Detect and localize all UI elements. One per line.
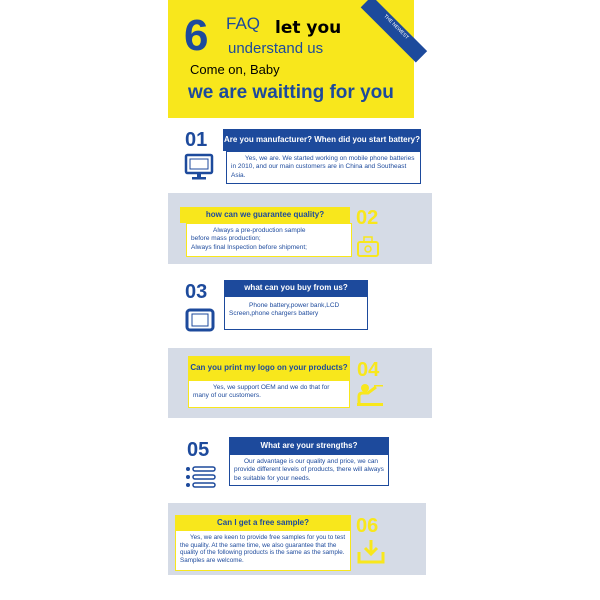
faq-answer-02-line-3: Always final Inspection before shipment; — [191, 243, 307, 251]
faq-question-06: Can I get a free sample? — [175, 515, 351, 530]
faq-answer-01: Yes, we are. We started working on mobile phone batteries in 2010, and our main customers are in China and Southeast Asia. — [226, 151, 421, 184]
header-come-on: Come on, Baby — [190, 62, 280, 77]
faq-number-01: 01 — [185, 129, 208, 151]
presenter-icon — [356, 381, 386, 409]
faq-number-03: 03 — [185, 281, 208, 303]
header-waiting-slogan: we are waitting for you — [188, 82, 394, 103]
header-understand: understand us — [228, 40, 324, 57]
faq-question-03: what can you buy from us? — [224, 280, 368, 296]
tablet-icon — [185, 308, 215, 332]
header-faq-title: FAQ — [226, 14, 261, 33]
header-number: 6 — [184, 11, 209, 60]
download-icon — [357, 538, 385, 564]
faq-question-05: What are your strengths? — [229, 437, 389, 454]
faq-question-01: Are you manufacturer? When did you start battery? — [223, 129, 421, 151]
faq-answer-03: Phone battery,power bank,LCD Screen,phone chargers battery — [224, 296, 368, 330]
faq-answer-02-line-2: before mass production; — [191, 235, 261, 243]
faq-question-04: Can you print my logo on your products? — [188, 356, 350, 380]
faq-answer-04: Yes, we support OEM and we do that for many of our customers. — [188, 380, 350, 408]
faq-answer-05: Our advantage is our quality and price, we can provide different levels of products, there will always be suitable for your needs. — [229, 454, 389, 486]
faq-answer-06: Yes, we are keen to provide free samples for you to test the quality. At the same time, we also guarantee that the quality of the following products is the same as the sample. Samples are welcome. — [175, 530, 351, 571]
faq-number-02: 02 — [356, 207, 379, 229]
faq-number-06: 06 — [356, 515, 379, 537]
settings-icon — [355, 236, 381, 258]
monitor-icon — [184, 153, 214, 181]
ribbon-label: THE NEWEST — [382, 13, 410, 41]
faq-answer-02-line-1: Always a pre-production sample — [213, 227, 306, 234]
faq-number-04: 04 — [357, 359, 380, 381]
header-let-you: let you — [275, 18, 342, 38]
list-icon — [185, 465, 217, 489]
faq-answer-02 — [186, 223, 352, 257]
faq-question-02: how can we guarantee quality? — [180, 207, 350, 223]
faq-number-05: 05 — [187, 439, 210, 461]
